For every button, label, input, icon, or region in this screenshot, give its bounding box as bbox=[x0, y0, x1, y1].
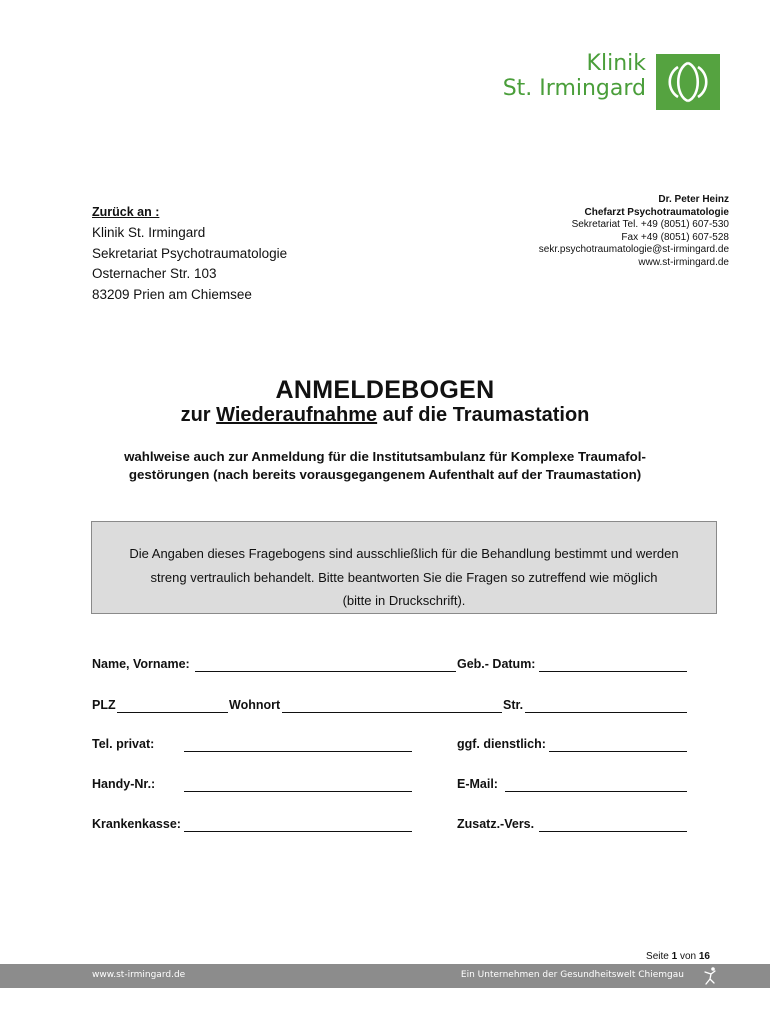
insurance-field[interactable] bbox=[184, 831, 412, 832]
contact-web: www.st-irmingard.de bbox=[638, 256, 729, 268]
page-subtitle bbox=[0, 404, 770, 427]
birthdate-field[interactable] bbox=[539, 671, 687, 672]
subtitle-post: auf die Traumastation bbox=[377, 404, 590, 426]
alternative-line-1: wahlweise auch zur Anmeldung für die Institutsambulanz für Komplexe Traumafol- bbox=[124, 449, 646, 464]
logo-line-1: Klinik bbox=[586, 51, 646, 76]
contact-role: Chefarzt Psychotraumatologie bbox=[584, 206, 729, 218]
birthdate-label: Geb.- Datum: bbox=[457, 657, 536, 671]
tel-work-field[interactable] bbox=[549, 751, 687, 752]
plz-field[interactable] bbox=[117, 712, 228, 713]
confidentiality-notice bbox=[91, 521, 717, 614]
footer-bar bbox=[0, 964, 770, 988]
page-number bbox=[646, 951, 710, 962]
email-field[interactable] bbox=[505, 791, 687, 792]
footer-company: Ein Unternehmen der Gesundheitswelt Chiemgau bbox=[460, 970, 684, 980]
contact-block bbox=[539, 194, 729, 270]
return-address bbox=[92, 202, 287, 306]
return-line: Sekretariat Psychotraumatologie bbox=[92, 245, 288, 261]
return-line: Osternacher Str. 103 bbox=[92, 266, 217, 282]
return-heading: Zurück an : bbox=[92, 205, 160, 219]
insurance-label: Krankenkasse: bbox=[92, 817, 181, 831]
mobile-label: Handy-Nr.: bbox=[92, 777, 156, 791]
tel-work-label: ggf. dienstlich: bbox=[457, 737, 546, 751]
page-title: ANMELDEBOGEN bbox=[275, 376, 495, 404]
street-label: Str. bbox=[503, 698, 524, 712]
page-current: 1 bbox=[671, 951, 678, 962]
page-total: 16 bbox=[698, 951, 710, 962]
tel-private-field[interactable] bbox=[184, 751, 412, 752]
notice-line-2: streng vertraulich behandelt. Bitte beantworten Sie die Fragen so zutreffend wie möglich bbox=[150, 569, 658, 585]
notice-line-3: (bitte in Druckschrift). bbox=[342, 593, 466, 608]
plz-label: PLZ bbox=[92, 698, 116, 712]
page-of: von bbox=[679, 951, 697, 962]
notice-line-1: Die Angaben dieses Fragebogens sind ausschließlich für die Behandlung bestimmt und werden bbox=[129, 546, 679, 561]
subtitle-pre: zur bbox=[180, 404, 217, 426]
clinic-logo-text bbox=[503, 52, 646, 101]
footer-website: www.st-irmingard.de bbox=[92, 970, 186, 980]
contact-fax: Fax +49 (8051) 607-528 bbox=[621, 231, 729, 243]
subtitle-underlined: Wiederaufnahme bbox=[216, 404, 378, 426]
logo-line-2: St. Irmingard bbox=[502, 75, 646, 101]
street-field[interactable] bbox=[525, 712, 687, 713]
return-line: 83209 Prien am Chiemsee bbox=[92, 287, 252, 303]
clinic-logo-icon bbox=[656, 54, 720, 110]
return-line: Klinik St. Irmingard bbox=[92, 224, 206, 240]
figure-icon bbox=[702, 966, 718, 986]
name-field[interactable] bbox=[195, 671, 456, 672]
contact-email: sekr.psychotraumatologie@st-irmingard.de bbox=[538, 244, 729, 256]
mobile-field[interactable] bbox=[184, 791, 412, 792]
page-label: Seite bbox=[646, 951, 669, 962]
city-field[interactable] bbox=[282, 712, 502, 713]
contact-name: Dr. Peter Heinz bbox=[658, 194, 729, 205]
tel-private-label: Tel. privat: bbox=[92, 737, 155, 751]
alternative-registration bbox=[90, 448, 680, 484]
name-label: Name, Vorname: bbox=[92, 657, 190, 671]
email-label: E-Mail: bbox=[457, 777, 498, 791]
city-label: Wohnort bbox=[229, 698, 281, 712]
alternative-line-2: gestörungen (nach bereits vorausgegangenem Aufenthalt auf der Traumastation) bbox=[128, 467, 642, 482]
contact-tel: Sekretariat Tel. +49 (8051) 607-530 bbox=[571, 219, 729, 231]
extra-insurance-label: Zusatz.-Vers. bbox=[457, 817, 535, 831]
extra-insurance-field[interactable] bbox=[539, 831, 687, 832]
